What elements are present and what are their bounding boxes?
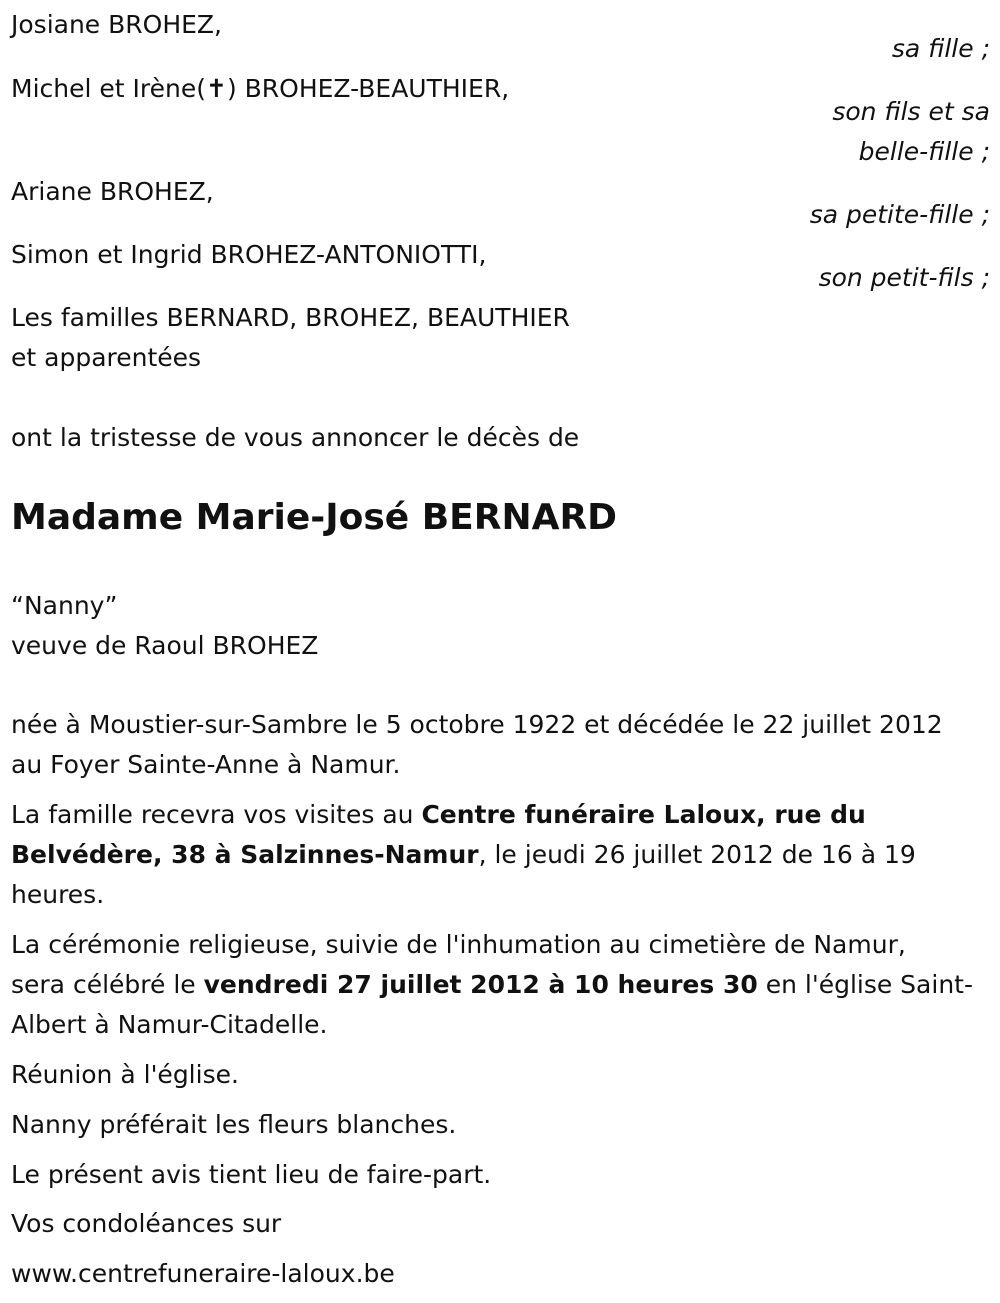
visits-place: Belvédère, 38 à Salzinnes-Namur <box>11 840 479 869</box>
family-member-name-part: ) BROHEZ-BEAUTHIER, <box>226 74 510 103</box>
ceremony-line: Albert à Namur-Citadelle. <box>11 1010 328 1039</box>
birth-death-line: née à Moustier-sur-Sambre le 5 octobre 1922 et décédée le 22 juillet 2012 <box>11 710 943 739</box>
visits-prefix: La famille recevra vos visites au <box>11 800 422 829</box>
deceased-nickname: “Nanny” <box>11 591 118 620</box>
ceremony-prefix: sera célébré le <box>11 970 204 999</box>
family-member-relation: sa fille ; <box>891 34 990 63</box>
visits-place: Centre funéraire Laloux, rue du <box>421 800 866 829</box>
note-line: Réunion à l'église. <box>11 1060 239 1089</box>
note-line: Nanny préférait les fleurs blanches. <box>11 1110 457 1139</box>
visits-line: heures. <box>11 880 105 909</box>
visits-line <box>11 835 916 875</box>
extended-family-line: et apparentées <box>11 343 202 372</box>
family-member-relation: son fils et sa <box>832 97 990 126</box>
visits-line <box>11 795 866 835</box>
extended-family-line: Les familles BERNARD, BROHEZ, BEAUTHIER <box>11 303 570 332</box>
note-line: Vos condoléances sur <box>11 1209 282 1238</box>
ceremony-datetime: vendredi 27 juillet 2012 à 10 heures 30 <box>203 970 758 999</box>
note-line: Le présent avis tient lieu de faire-part. <box>11 1160 492 1189</box>
family-member-name-part: Michel et Irène( <box>11 74 206 103</box>
family-member-relation: son petit-fils ; <box>818 263 990 292</box>
birth-death-line: au Foyer Sainte-Anne à Namur. <box>11 750 401 779</box>
visits-date: , le jeudi 26 juillet 2012 de 16 à 19 <box>478 840 916 869</box>
widow-of-text: veuve de Raoul BROHEZ <box>11 631 319 660</box>
ceremony-suffix: en l'église Saint- <box>757 970 973 999</box>
condolences-website: www.centrefuneraire-laloux.be <box>11 1259 395 1288</box>
family-member-name: Simon et Ingrid BROHEZ-ANTONIOTTI, <box>11 240 487 269</box>
announcement-text: ont la tristesse de vous annoncer le décès de <box>11 423 580 452</box>
family-member-name: Ariane BROHEZ, <box>11 177 214 206</box>
ceremony-line <box>11 965 973 1005</box>
deceased-cross-icon: ✝ <box>205 74 227 103</box>
family-member-name <box>11 69 509 109</box>
ceremony-line: La cérémonie religieuse, suivie de l'inhumation au cimetière de Namur, <box>11 930 906 959</box>
family-member-name: Josiane BROHEZ, <box>11 10 222 39</box>
deceased-name: Madame Marie-José BERNARD <box>11 497 618 538</box>
family-member-relation: belle-fille ; <box>858 137 990 166</box>
family-member-relation: sa petite-fille ; <box>809 200 990 229</box>
